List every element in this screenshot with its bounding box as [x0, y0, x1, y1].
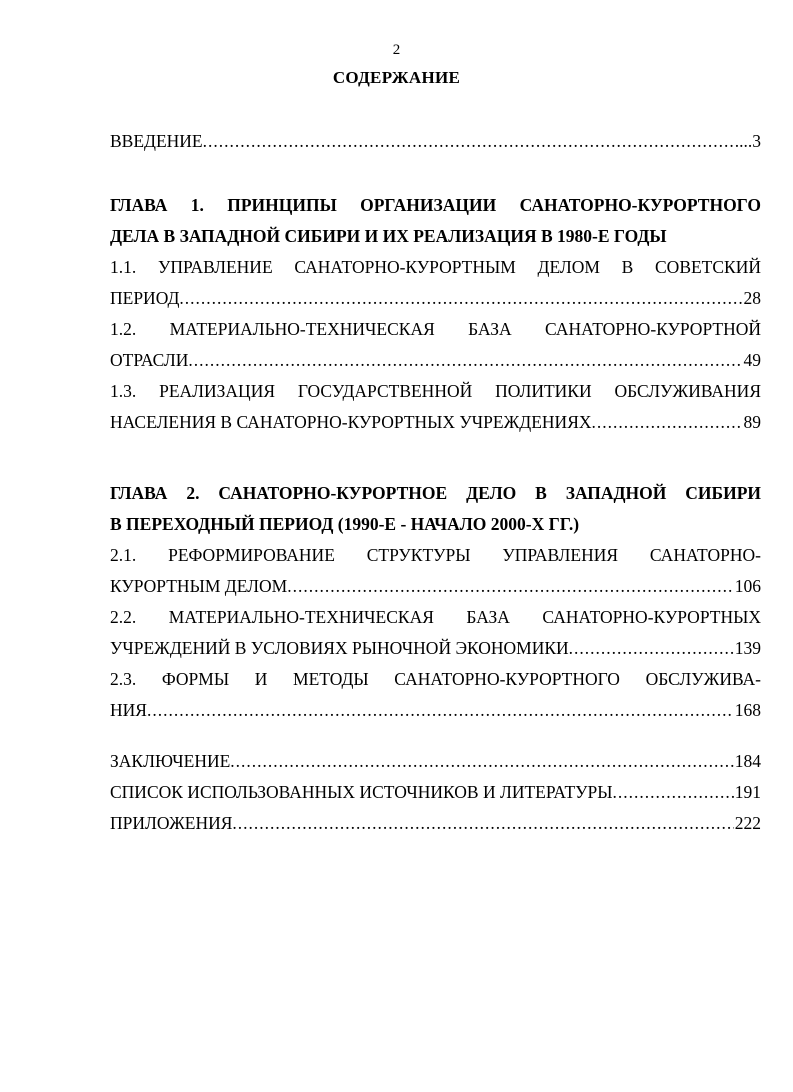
toc-entry-page: 191	[734, 782, 761, 802]
toc-entry-label: ПРИЛОЖЕНИЯ	[110, 813, 233, 833]
chapter-1-heading-line-2: ДЕЛА В ЗАПАДНОЙ СИБИРИ И ИХ РЕАЛИЗАЦИЯ В 1980-Е ГОДЫ	[110, 226, 667, 246]
section-1-2-line-2	[110, 345, 761, 376]
toc-leader-dots	[569, 633, 734, 664]
section-2-2-line-1: 2.2. МАТЕРИАЛЬНО-ТЕХНИЧЕСКАЯ БАЗА САНАТОРНО-КУРОРТНЫХ	[110, 607, 761, 627]
section-2-3-line-1: 2.3. ФОРМЫ И МЕТОДЫ САНАТОРНО-КУРОРТНОГО ОБСЛУЖИВА-	[110, 669, 761, 689]
toc-entry-conclusion	[110, 746, 761, 777]
toc-entry-label: ВВЕДЕНИЕ	[110, 131, 203, 151]
toc-entry-intro	[110, 126, 761, 157]
toc-entry-page: 184	[734, 751, 761, 771]
toc-entry-label: СПИСОК ИСПОЛЬЗОВАННЫХ ИСТОЧНИКОВ И ЛИТЕРАТУРЫ	[110, 782, 613, 802]
toc-leader-dots	[287, 571, 734, 602]
chapter-2-heading-line-2: В ПЕРЕХОДНЫЙ ПЕРИОД (1990-Е - НАЧАЛО 2000-Х ГГ.)	[110, 514, 580, 534]
toc-leader-dots	[179, 283, 742, 314]
toc-entry-label: ОТРАСЛИ	[110, 350, 189, 370]
section-2-1-line-2	[110, 571, 761, 602]
toc-entry-page: 89	[743, 412, 761, 432]
toc-intro	[110, 126, 761, 157]
toc-leader-dots	[188, 345, 742, 376]
toc-entry-bibliography	[110, 777, 761, 808]
toc-leader-dots	[592, 407, 743, 438]
section-1-2-line-1: 1.2. МАТЕРИАЛЬНО-ТЕХНИЧЕСКАЯ БАЗА САНАТОРНО-КУРОРТНОЙ	[110, 319, 761, 339]
toc-entry-page: ...3	[739, 131, 761, 151]
chapter-2-heading-line-1: ГЛАВА 2. САНАТОРНО-КУРОРТНОЕ ДЕЛО В ЗАПАДНОЙ СИБИРИ	[110, 483, 761, 503]
toc-entry-page: 49	[743, 350, 761, 370]
toc-entry-label: НАСЕЛЕНИЯ В САНАТОРНО-КУРОРТНЫХ УЧРЕЖДЕНИЯХ	[110, 412, 592, 432]
toc-leader-dots	[203, 126, 738, 157]
section-1-1-line-2	[110, 283, 761, 314]
toc-entry-label: НИЯ	[110, 700, 147, 720]
toc-leader-dots	[147, 695, 734, 726]
toc-leader-dots	[232, 808, 733, 839]
toc-entry-label: КУРОРТНЫМ ДЕЛОМ	[110, 576, 288, 596]
toc-leader-dots	[613, 777, 734, 808]
toc-chapter-1	[110, 190, 761, 438]
section-2-3-line-2	[110, 695, 761, 726]
toc-entry-label: УЧРЕЖДЕНИЙ В УСЛОВИЯХ РЫНОЧНОЙ ЭКОНОМИКИ	[110, 638, 569, 658]
section-2-1-line-1: 2.1. РЕФОРМИРОВАНИЕ СТРУКТУРЫ УПРАВЛЕНИЯ САНАТОРНО-	[110, 545, 761, 565]
section-1-1-line-1: 1.1. УПРАВЛЕНИЕ САНАТОРНО-КУРОРТНЫМ ДЕЛОМ В СОВЕТСКИЙ	[110, 257, 761, 277]
toc-entry-label: ЗАКЛЮЧЕНИЕ	[110, 751, 231, 771]
section-1-3-line-2	[110, 407, 761, 438]
toc-entry-page: 28	[743, 288, 761, 308]
toc-leader-dots	[230, 746, 733, 777]
toc-entry-page: 139	[734, 638, 761, 658]
toc-entry-page: 106	[734, 576, 761, 596]
toc-entry-page: 168	[734, 700, 761, 720]
toc-entry-label: ПЕРИОД	[110, 288, 180, 308]
toc-entry-appendices	[110, 808, 761, 839]
toc-entry-page: 222	[734, 813, 761, 833]
toc-final	[110, 746, 761, 839]
section-2-2-line-2	[110, 633, 761, 664]
page-number: 2	[392, 42, 401, 58]
section-1-3-line-1: 1.3. РЕАЛИЗАЦИЯ ГОСУДАРСТВЕННОЙ ПОЛИТИКИ ОБСЛУЖИВАНИЯ	[110, 381, 761, 401]
toc-chapter-2	[110, 478, 761, 726]
chapter-1-heading-line-1: ГЛАВА 1. ПРИНЦИПЫ ОРГАНИЗАЦИИ САНАТОРНО-КУРОРТНОГО	[110, 195, 761, 215]
toc-title: СОДЕРЖАНИЕ	[332, 68, 461, 87]
